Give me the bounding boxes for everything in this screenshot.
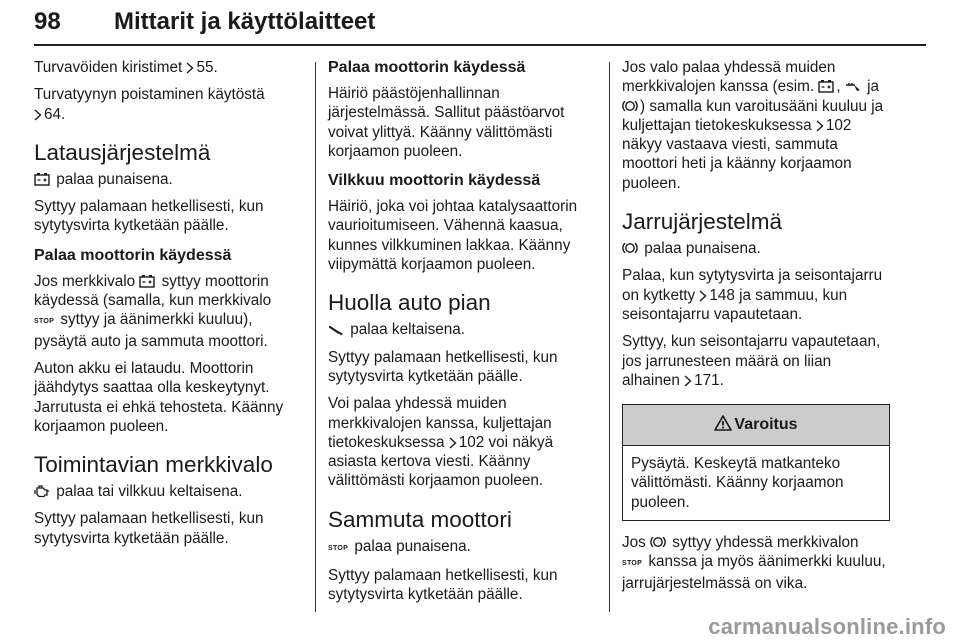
paragraph: [622, 332, 890, 390]
paragraph: [328, 320, 596, 339]
text: palaa punaisena.: [350, 537, 471, 555]
brake-warning-icon: [650, 535, 666, 549]
text: Turvatyynyn poistaminen käytöstä: [34, 86, 265, 104]
page-reference[interactable]: 102: [458, 433, 485, 451]
page-reference[interactable]: 171.: [694, 371, 724, 389]
warning-triangle-icon: [714, 415, 732, 431]
coolant-temperature-icon: [845, 81, 861, 93]
warning-header: [623, 405, 889, 446]
section-heading: Latausjärjestelmä: [34, 139, 211, 165]
wrench-icon: [328, 324, 344, 336]
column-1: [34, 58, 302, 556]
brake-warning-icon: [622, 241, 638, 255]
text: palaa tai vilkkuu keltaisena.: [52, 483, 243, 501]
warning-box: [622, 404, 890, 521]
subsection-heading: Palaa moottorin käydessä: [34, 246, 232, 264]
text: Syttyy, kun seisontajarru vapautetaan, jos jarrunesteen määrä on liian alhainen: [622, 333, 881, 389]
paragraph: [328, 537, 596, 558]
text: syttyy ja äänimerkki kuuluu), pysäytä auto ja sammuta moottori.: [34, 311, 268, 350]
paragraph: Syttyy palamaan hetkellisesti, kun sytytysvirta kytketään päälle.: [328, 348, 558, 385]
paragraph: [622, 239, 890, 258]
section-heading: Jarrujärjestelmä: [622, 209, 783, 235]
brake-warning-icon: [622, 99, 638, 113]
text: Jos valo palaa yhdessä muiden merkkivalojen kanssa (esim.: [622, 59, 836, 96]
paragraph: [34, 482, 302, 501]
paragraph: Syttyy palamaan hetkellisesti, kun sytytysvirta kytketään päälle.: [328, 567, 558, 604]
paragraph: Häiriö päästöjenhallinnan järjestelmässä. Sallitut päästöarvot voivat ylittyä. Käänny välittömästi korjaamon puoleen.: [328, 85, 565, 160]
page-reference[interactable]: 102: [825, 116, 852, 134]
paragraph: Häiriö, joka voi johtaa katalysaattorin vaurioitumiseen. Vähennä kaasua, kunnes vilkkuminen lakkaa. Käänny viipymättä korjaamon puoleen.: [328, 198, 578, 274]
text: Voi palaa yhdessä muiden merkkivalojen kanssa, kuljettajan tietokeskuksessa: [328, 395, 552, 451]
stop-icon: STOP: [34, 318, 55, 326]
page-reference-arrow-icon: [34, 109, 42, 121]
text: Jos: [622, 534, 651, 552]
text: Turvavöiden kiristimet: [34, 59, 187, 76]
subsection-heading: Vilkkuu moottorin käydessä: [328, 172, 541, 190]
paragraph: Syttyy palamaan hetkellisesti, kun sytytysvirta kytketään päälle.: [34, 198, 264, 235]
column-3: [622, 58, 890, 601]
paragraph: [328, 394, 596, 490]
page-reference[interactable]: 64.: [44, 105, 66, 123]
text: ) samalla kun varoitusääni kuuluu ja kuljettajan tietokeskuksessa: [622, 97, 884, 134]
paragraph: [34, 58, 302, 77]
column-2: [328, 58, 596, 613]
battery-icon: [139, 274, 155, 288]
battery-icon: [818, 79, 834, 93]
column-divider-2: [609, 62, 610, 612]
section-heading: Toimintavian merkkivalo: [34, 452, 273, 478]
page-header: [34, 2, 926, 46]
header-rule: [34, 44, 926, 46]
section-heading: Sammuta moottori: [328, 506, 512, 532]
text: palaa punaisena.: [640, 240, 761, 258]
text: ja sammuu, kun seisontajarru vapautetaan.: [622, 286, 848, 323]
text: ,: [836, 78, 845, 96]
text: Palaa, kun sytytysvirta ja seisontajarru on kytketty: [622, 267, 883, 304]
warning-body: [623, 446, 889, 520]
subsection-heading: Palaa moottorin käydessä: [328, 59, 526, 76]
paragraph: [34, 272, 302, 351]
paragraph: [622, 266, 890, 324]
warning-text: Pysäytä. Keskeytä matkanteko välittömästi. Käänny korjaamon puoleen.: [631, 455, 844, 511]
text: näkyy vastaava viesti, sammuta moottori heti ja käänny korjaamon puoleen.: [622, 136, 852, 192]
page-reference[interactable]: 148: [709, 286, 735, 304]
watermark: carmanualsonline.info: [708, 614, 946, 639]
warning-title: Varoitus: [734, 416, 798, 434]
chapter-title: Mittarit ja käyttölaitteet: [114, 8, 376, 35]
text: kanssa ja myös äänimerkki kuuluu, jarrujärjestelmässä on vika.: [622, 553, 886, 592]
column-divider-1: [315, 62, 316, 612]
page-reference[interactable]: 55.: [196, 59, 218, 76]
paragraph: [622, 533, 890, 593]
paragraph: [34, 85, 302, 124]
section-heading: Huolla auto pian: [328, 290, 491, 316]
text: Jos merkkivalo: [34, 272, 140, 290]
page-reference-arrow-icon: [186, 62, 194, 74]
page-reference-arrow-icon: [449, 437, 457, 449]
text: voi näkyä asiasta kertova viesti. Käänny välittömästi korjaamon puoleen.: [328, 433, 554, 490]
battery-icon: [34, 172, 50, 186]
paragraph: [34, 170, 302, 189]
paragraph: [622, 58, 890, 193]
text: ja: [862, 78, 880, 96]
page-reference-arrow-icon: [699, 290, 707, 302]
paragraph: Syttyy palamaan hetkellisesti, kun sytytysvirta kytketään päälle.: [34, 510, 264, 547]
page-number: 98: [34, 8, 61, 35]
text: syttyy yhdessä merkkivalon: [668, 534, 859, 552]
page-reference-arrow-icon: [816, 120, 824, 132]
stop-icon: STOP: [328, 544, 349, 552]
text: palaa keltaisena.: [346, 321, 466, 339]
engine-icon: [34, 484, 50, 498]
page-reference-arrow-icon: [684, 375, 692, 387]
paragraph: Auton akku ei lataudu. Moottorin jäähdytys saattaa olla keskeytynyt. Jarrutusta ei ehkä tehosteta. Käänny korjaamon puoleen.: [34, 359, 284, 435]
text: syttyy moottorin käydessä (samalla, kun merkkivalo: [34, 272, 272, 310]
stop-icon: STOP: [622, 560, 643, 568]
text: palaa punaisena.: [52, 170, 173, 188]
